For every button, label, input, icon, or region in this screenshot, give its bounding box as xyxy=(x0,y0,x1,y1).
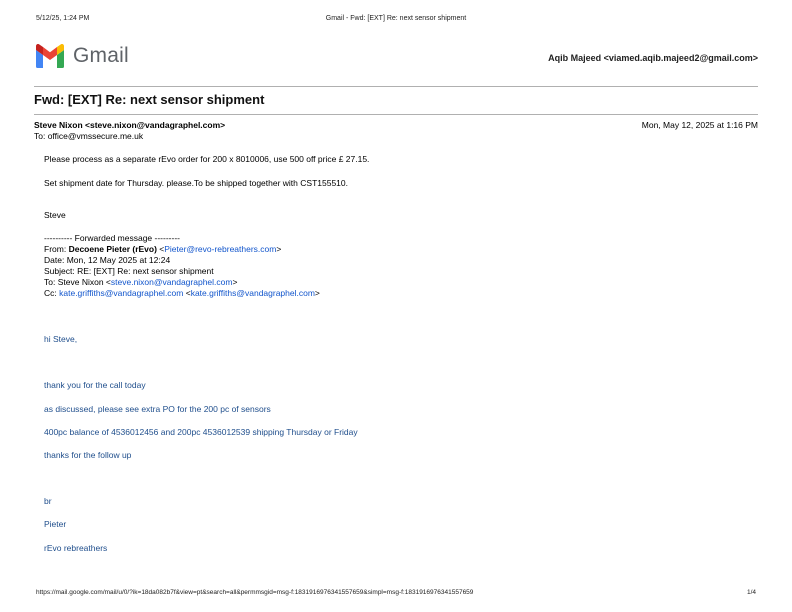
gmail-logo xyxy=(34,44,129,68)
print-header xyxy=(36,15,756,27)
quoted-line: thanks for the follow up xyxy=(44,450,132,460)
forwarded-cc: Cc: kate.griffiths@vandagraphel.com <kate.griffiths@vandagraphel.com> xyxy=(44,288,320,298)
print-url: https://mail.google.com/mail/u/0/?ik=18da082b7f&view=pt&search=all&permmsgid=msg-f:1831916976341557659&simpl=msg-f:1831916976341557659 xyxy=(36,589,474,596)
recipient-line: To: office@vmssecure.me.uk xyxy=(34,131,144,141)
quoted-line: as discussed, please see extra PO for the 200 pc of sensors xyxy=(44,404,271,414)
forwarded-to: To: Steve Nixon <steve.nixon@vandagraphel.com> xyxy=(44,277,238,287)
account-name: Aqib Majeed <viamed.aqib.majeed2@gmail.com> xyxy=(548,53,758,63)
cc-email-link[interactable]: kate.griffiths@vandagraphel.com xyxy=(59,288,184,298)
subject-label: Subject: xyxy=(44,266,75,276)
subject-value: RE: [EXT] Re: next sensor shipment xyxy=(77,266,214,276)
cc-label: Cc: xyxy=(44,288,57,298)
to-label: To: xyxy=(44,277,56,287)
forwarded-date xyxy=(44,255,170,266)
from-email-link[interactable]: Pieter@revo-rebreathers.com xyxy=(164,244,277,254)
quoted-line: hi Steve, xyxy=(44,334,78,344)
forwarded-subject xyxy=(44,266,214,277)
cc-email-link[interactable]: kate.griffiths@vandagraphel.com xyxy=(190,288,315,298)
quoted-line: rEvo rebreathers xyxy=(44,543,108,553)
print-date: 5/12/25, 1:24 PM xyxy=(36,15,90,22)
quoted-line: thank you for the call today xyxy=(44,380,146,390)
body-line: Set shipment date for Thursday. please.To be shipped together with CST155510. xyxy=(44,178,348,188)
to-name: Steve Nixon xyxy=(57,277,104,287)
forwarded-from: From: Decoene Pieter (rEvo) <Pieter@revo-rebreathers.com> xyxy=(44,244,282,254)
gmail-m-icon xyxy=(34,44,66,68)
date-label: Date: xyxy=(44,255,65,265)
divider xyxy=(34,86,758,87)
divider xyxy=(34,114,758,115)
sent-date: Mon, May 12, 2025 at 1:16 PM xyxy=(641,120,758,130)
print-title: Gmail - Fwd: [EXT] Re: next sensor shipment xyxy=(325,15,467,22)
to-email-link[interactable]: steve.nixon@vandagraphel.com xyxy=(110,277,233,287)
quoted-line: 400pc balance of 4536012456 and 200pc 4536012539 shipping Thursday or Friday xyxy=(44,427,358,437)
date-value: Mon, 12 May 2025 at 12:24 xyxy=(66,255,171,265)
sender: Steve Nixon <steve.nixon@vandagraphel.com> xyxy=(34,120,226,130)
signature: Steve xyxy=(44,210,66,220)
forwarded-header: ---------- Forwarded message --------- xyxy=(44,233,180,243)
quoted-line: br xyxy=(44,496,52,506)
gmail-wordmark: Gmail xyxy=(73,44,129,67)
from-name: Decoene Pieter (rEvo) xyxy=(68,244,157,254)
quoted-line: Pieter xyxy=(44,519,67,529)
page-number: 1/4 xyxy=(746,589,756,596)
body-line: Please process as a separate rEvo order for 200 x 8010006, use 500 off price £ 27.15. xyxy=(44,154,370,164)
email-subject: Fwd: [EXT] Re: next sensor shipment xyxy=(34,92,265,107)
from-label: From: xyxy=(44,244,67,254)
